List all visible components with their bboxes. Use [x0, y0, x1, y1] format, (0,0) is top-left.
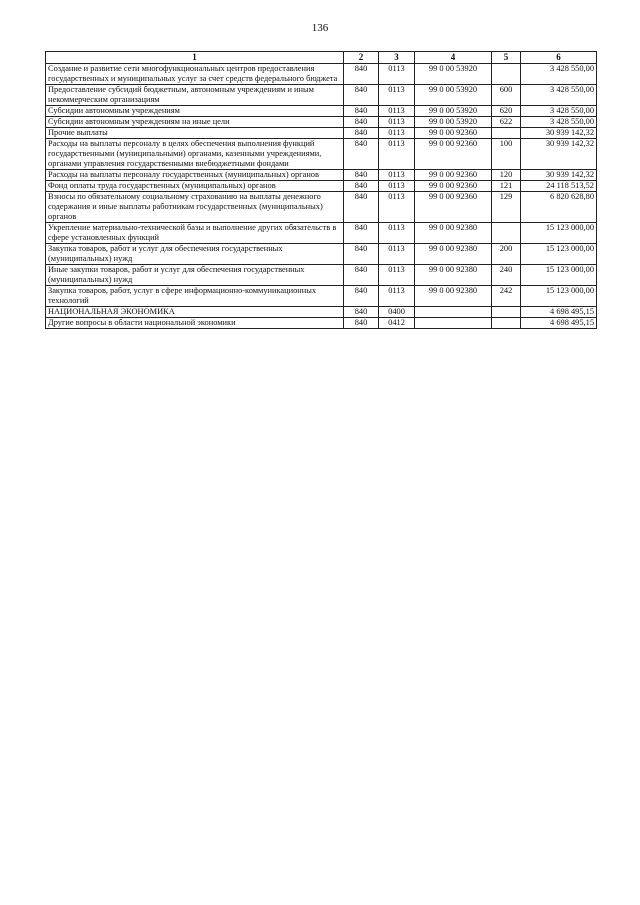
row-section: 0113	[379, 286, 415, 307]
row-target: 99 0 00 92360	[415, 181, 492, 192]
column-header: 4	[415, 52, 492, 64]
row-target	[415, 318, 492, 329]
row-name: Укрепление материально-технической базы и выполнение других обязательств в сфере установленных функций	[46, 223, 344, 244]
row-vr	[492, 64, 521, 85]
row-target: 99 0 00 92360	[415, 192, 492, 223]
row-section: 0113	[379, 181, 415, 192]
row-amount: 30 939 142,32	[521, 170, 597, 181]
row-vr: 121	[492, 181, 521, 192]
row-vr	[492, 318, 521, 329]
row-grbs: 840	[344, 64, 379, 85]
row-name: Другие вопросы в области национальной экономики	[46, 318, 344, 329]
row-grbs: 840	[344, 192, 379, 223]
row-target: 99 0 00 92360	[415, 170, 492, 181]
row-section: 0113	[379, 223, 415, 244]
table-row	[46, 170, 597, 181]
row-name: Предоставление субсидий бюджетным, автономным учреждениям и иным некоммерческим организациям	[46, 85, 344, 106]
row-vr: 120	[492, 170, 521, 181]
row-amount: 3 428 550,00	[521, 85, 597, 106]
row-name: Фонд оплаты труда государственных (муниципальных) органов	[46, 181, 344, 192]
row-name: Прочие выплаты	[46, 128, 344, 139]
row-section: 0113	[379, 265, 415, 286]
table-row	[46, 64, 597, 85]
row-vr: 129	[492, 192, 521, 223]
row-name: Расходы на выплаты персоналу в целях обеспечения выполнения функций государственными (муниципальными) органами, казенными учреждениями, органами управления государственными внебюджетными фондами	[46, 139, 344, 170]
column-header: 5	[492, 52, 521, 64]
row-section: 0113	[379, 139, 415, 170]
row-vr	[492, 223, 521, 244]
row-section: 0113	[379, 192, 415, 223]
row-name: Закупка товаров, работ и услуг для обеспечения государственных (муниципальных) нужд	[46, 244, 344, 265]
row-grbs: 840	[344, 318, 379, 329]
row-name: Создание и развитие сети многофункциональных центров предоставления государственных и муниципальных услуг за счет средств федерального бюджета	[46, 64, 344, 85]
row-target: 99 0 00 92360	[415, 139, 492, 170]
header-row	[46, 52, 597, 64]
row-grbs: 840	[344, 117, 379, 128]
row-target: 99 0 00 92380	[415, 223, 492, 244]
row-amount: 15 123 000,00	[521, 223, 597, 244]
row-amount: 24 118 513,52	[521, 181, 597, 192]
row-name: Иные закупки товаров, работ и услуг для обеспечения государственных (муниципальных) нужд	[46, 265, 344, 286]
row-target: 99 0 00 92380	[415, 244, 492, 265]
row-vr: 242	[492, 286, 521, 307]
row-name: Субсидии автономным учреждениям	[46, 106, 344, 117]
table-row	[46, 117, 597, 128]
row-amount: 3 428 550,00	[521, 117, 597, 128]
row-section: 0113	[379, 64, 415, 85]
row-section: 0113	[379, 106, 415, 117]
row-vr: 620	[492, 106, 521, 117]
table-row	[46, 265, 597, 286]
row-grbs: 840	[344, 128, 379, 139]
row-vr: 600	[492, 85, 521, 106]
row-grbs: 840	[344, 244, 379, 265]
row-name: Субсидии автономным учреждениям на иные цели	[46, 117, 344, 128]
table-row	[46, 85, 597, 106]
row-target: 99 0 00 53920	[415, 64, 492, 85]
budget-table	[45, 51, 597, 329]
table-row	[46, 139, 597, 170]
row-target: 99 0 00 92380	[415, 286, 492, 307]
row-target: 99 0 00 92360	[415, 128, 492, 139]
row-section: 0400	[379, 307, 415, 318]
table-row	[46, 223, 597, 244]
row-name: Расходы на выплаты персоналу государственных (муниципальных) органов	[46, 170, 344, 181]
row-target: 99 0 00 53920	[415, 106, 492, 117]
row-amount: 30 939 142,32	[521, 128, 597, 139]
table-row	[46, 192, 597, 223]
row-name: НАЦИОНАЛЬНАЯ ЭКОНОМИКА	[46, 307, 344, 318]
row-amount: 30 939 142,32	[521, 139, 597, 170]
table-row	[46, 106, 597, 117]
row-vr: 100	[492, 139, 521, 170]
row-grbs: 840	[344, 170, 379, 181]
row-target	[415, 307, 492, 318]
row-section: 0113	[379, 170, 415, 181]
row-amount: 4 698 495,15	[521, 318, 597, 329]
column-header: 2	[344, 52, 379, 64]
table-row	[46, 286, 597, 307]
row-vr: 200	[492, 244, 521, 265]
row-grbs: 840	[344, 286, 379, 307]
row-target: 99 0 00 53920	[415, 85, 492, 106]
row-grbs: 840	[344, 181, 379, 192]
row-grbs: 840	[344, 307, 379, 318]
row-grbs: 840	[344, 106, 379, 117]
column-header: 1	[46, 52, 344, 64]
row-amount: 15 123 000,00	[521, 286, 597, 307]
row-section: 0412	[379, 318, 415, 329]
row-vr	[492, 128, 521, 139]
row-amount: 4 698 495,15	[521, 307, 597, 318]
row-target: 99 0 00 92380	[415, 265, 492, 286]
column-header: 3	[379, 52, 415, 64]
row-name: Закупка товаров, работ, услуг в сфере информационно-коммуникационных технологий	[46, 286, 344, 307]
row-grbs: 840	[344, 85, 379, 106]
row-section: 0113	[379, 85, 415, 106]
row-grbs: 840	[344, 139, 379, 170]
table-row	[46, 307, 597, 318]
row-grbs: 840	[344, 223, 379, 244]
row-amount: 15 123 000,00	[521, 244, 597, 265]
row-amount: 15 123 000,00	[521, 265, 597, 286]
row-vr	[492, 307, 521, 318]
table-row	[46, 128, 597, 139]
column-header: 6	[521, 52, 597, 64]
page-number: 136	[311, 22, 329, 34]
row-vr: 622	[492, 117, 521, 128]
row-amount: 6 820 628,80	[521, 192, 597, 223]
row-amount: 3 428 550,00	[521, 106, 597, 117]
table-row	[46, 318, 597, 329]
row-target: 99 0 00 53920	[415, 117, 492, 128]
row-section: 0113	[379, 117, 415, 128]
table-row	[46, 181, 597, 192]
table-row	[46, 244, 597, 265]
row-amount: 3 428 550,00	[521, 64, 597, 85]
row-section: 0113	[379, 128, 415, 139]
row-grbs: 840	[344, 265, 379, 286]
row-name: Взносы по обязательному социальному страхованию на выплаты денежного содержания и иные выплаты работникам государственных (муниципальных) органов	[46, 192, 344, 223]
row-section: 0113	[379, 244, 415, 265]
row-vr: 240	[492, 265, 521, 286]
